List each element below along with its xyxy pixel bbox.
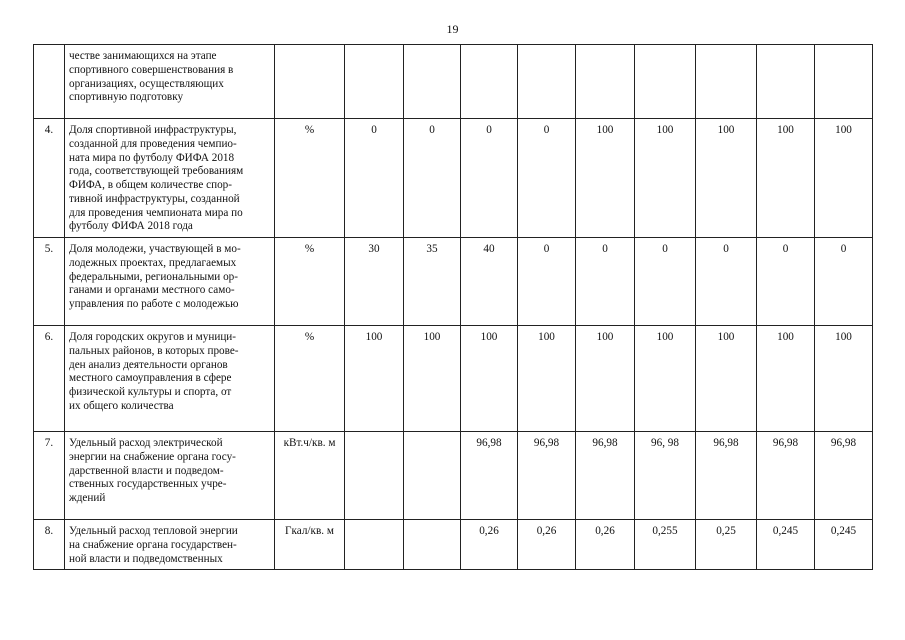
- indicator-name-line: ФИФА, в общем количестве спор-: [69, 179, 232, 192]
- value-cell: 0: [696, 238, 757, 326]
- value-cell: 0,26: [461, 520, 518, 570]
- indicator-name-line: физической культуры и спорта, от: [69, 386, 232, 399]
- value-cell: 100: [461, 326, 518, 432]
- value-cell: [404, 520, 461, 570]
- indicator-name-line: спортивного совершенствования в: [69, 63, 234, 76]
- value-cell: 100: [635, 119, 696, 238]
- value-cell: [404, 432, 461, 520]
- value-cell: [757, 45, 815, 119]
- value-cell: 100: [815, 119, 873, 238]
- value-cell: 100: [696, 119, 757, 238]
- value-cell: 0: [518, 238, 576, 326]
- value-cell: 0,25: [696, 520, 757, 570]
- value-cell: 0: [404, 119, 461, 238]
- table-row: [34, 238, 873, 326]
- value-cell: 100: [576, 326, 635, 432]
- value-cell: 0,245: [757, 520, 815, 570]
- value-cell: 96,98: [461, 432, 518, 520]
- value-cell: [518, 45, 576, 119]
- indicator-name-line: их общего количества: [69, 399, 174, 412]
- value-cell: 0: [635, 238, 696, 326]
- indicator-name: [65, 238, 275, 326]
- value-cell: 0: [461, 119, 518, 238]
- value-cell: [345, 520, 404, 570]
- indicators-table: [33, 44, 873, 570]
- indicator-name-line: ната мира по футболу ФИФА 2018: [69, 151, 235, 164]
- unit-cell: %: [275, 238, 345, 326]
- indicator-name-line: ден анализ деятельности органов: [69, 358, 228, 371]
- indicator-name-line: дарственной власти и подведом-: [69, 464, 224, 477]
- value-cell: 40: [461, 238, 518, 326]
- indicator-name-line: Удельный расход тепловой энергии: [69, 525, 238, 538]
- indicator-name-line: лодежных проектах, предлагаемых: [69, 256, 237, 269]
- indicator-name-line: ждений: [69, 492, 106, 505]
- indicator-name-line: на снабжение органа государствен-: [69, 538, 237, 551]
- indicator-name-line: ганами и органами местного само-: [69, 284, 235, 297]
- indicator-name-line: созданной для проведения чемпио-: [69, 137, 237, 150]
- value-cell: [345, 432, 404, 520]
- indicator-name-line: спортивную подготовку: [69, 91, 184, 104]
- table-body: [34, 45, 873, 570]
- indicator-name-line: ной власти и подведомственных: [69, 552, 223, 565]
- value-cell: 100: [815, 326, 873, 432]
- row-number: 7.: [34, 432, 65, 520]
- value-cell: 0: [345, 119, 404, 238]
- row-number: 5.: [34, 238, 65, 326]
- indicator-name-line: федеральными, региональными ор-: [69, 270, 238, 283]
- indicator-name-line: Доля городских округов и муници-: [69, 331, 237, 344]
- value-cell: [815, 45, 873, 119]
- value-cell: 30: [345, 238, 404, 326]
- row-number: 8.: [34, 520, 65, 570]
- value-cell: 96,98: [696, 432, 757, 520]
- table-row: [34, 119, 873, 238]
- indicator-name: [65, 119, 275, 238]
- unit-cell: %: [275, 326, 345, 432]
- row-number: 4.: [34, 119, 65, 238]
- indicator-name-line: честве занимающихся на этапе: [69, 50, 217, 62]
- indicator-name: [65, 520, 275, 570]
- indicator-name-line: местного самоуправления в сфере: [69, 372, 232, 385]
- value-cell: 0: [518, 119, 576, 238]
- value-cell: 0,26: [576, 520, 635, 570]
- indicator-name-line: для проведения чемпионата мира по: [69, 206, 243, 219]
- indicator-name-line: энергии на снабжение органа госу-: [69, 450, 236, 463]
- indicator-name-line: тивной инфраструктуры, созданной: [69, 192, 240, 205]
- table-row: [34, 45, 873, 119]
- value-cell: [461, 45, 518, 119]
- value-cell: 0,245: [815, 520, 873, 570]
- value-cell: 0,26: [518, 520, 576, 570]
- value-cell: [576, 45, 635, 119]
- unit-cell: кВт.ч/кв. м: [275, 432, 345, 520]
- row-number: [34, 45, 65, 119]
- indicator-name: [65, 326, 275, 432]
- value-cell: [635, 45, 696, 119]
- value-cell: 100: [757, 326, 815, 432]
- value-cell: 0: [576, 238, 635, 326]
- indicator-name-line: организациях, осуществляющих: [69, 77, 224, 90]
- value-cell: 96,98: [576, 432, 635, 520]
- value-cell: 96,98: [757, 432, 815, 520]
- value-cell: 96,98: [518, 432, 576, 520]
- table-row: [34, 432, 873, 520]
- table-row: [34, 326, 873, 432]
- unit-cell: Гкал/кв. м: [275, 520, 345, 570]
- value-cell: [345, 45, 404, 119]
- indicator-name-line: футболу ФИФА 2018 года: [69, 220, 193, 233]
- value-cell: 96,98: [815, 432, 873, 520]
- value-cell: [404, 45, 461, 119]
- value-cell: 0: [757, 238, 815, 326]
- value-cell: 100: [576, 119, 635, 238]
- value-cell: 100: [404, 326, 461, 432]
- value-cell: 100: [635, 326, 696, 432]
- indicator-name-line: управления по работе с молодежью: [69, 298, 239, 311]
- value-cell: 0,255: [635, 520, 696, 570]
- unit-cell: %: [275, 119, 345, 238]
- value-cell: 35: [404, 238, 461, 326]
- indicator-name-line: года, соответствующей требованиям: [69, 165, 244, 178]
- table-row: [34, 520, 873, 570]
- value-cell: 100: [696, 326, 757, 432]
- value-cell: 100: [345, 326, 404, 432]
- indicator-name-line: ственных государственных учре-: [69, 478, 227, 491]
- value-cell: [696, 45, 757, 119]
- indicator-name-line: пальных районов, в которых прове-: [69, 344, 239, 357]
- row-number: 6.: [34, 326, 65, 432]
- unit-cell: [275, 45, 345, 119]
- value-cell: 100: [757, 119, 815, 238]
- indicator-name-line: Доля молодежи, участвующей в мо-: [69, 243, 241, 256]
- indicator-name: [65, 432, 275, 520]
- value-cell: 100: [518, 326, 576, 432]
- value-cell: 0: [815, 238, 873, 326]
- page-number: 19: [446, 22, 459, 36]
- indicator-name-line: Доля спортивной инфраструктуры,: [69, 124, 237, 136]
- value-cell: 96, 98: [635, 432, 696, 520]
- indicator-name-line: Удельный расход электрической: [69, 437, 223, 450]
- indicator-name: [65, 45, 275, 119]
